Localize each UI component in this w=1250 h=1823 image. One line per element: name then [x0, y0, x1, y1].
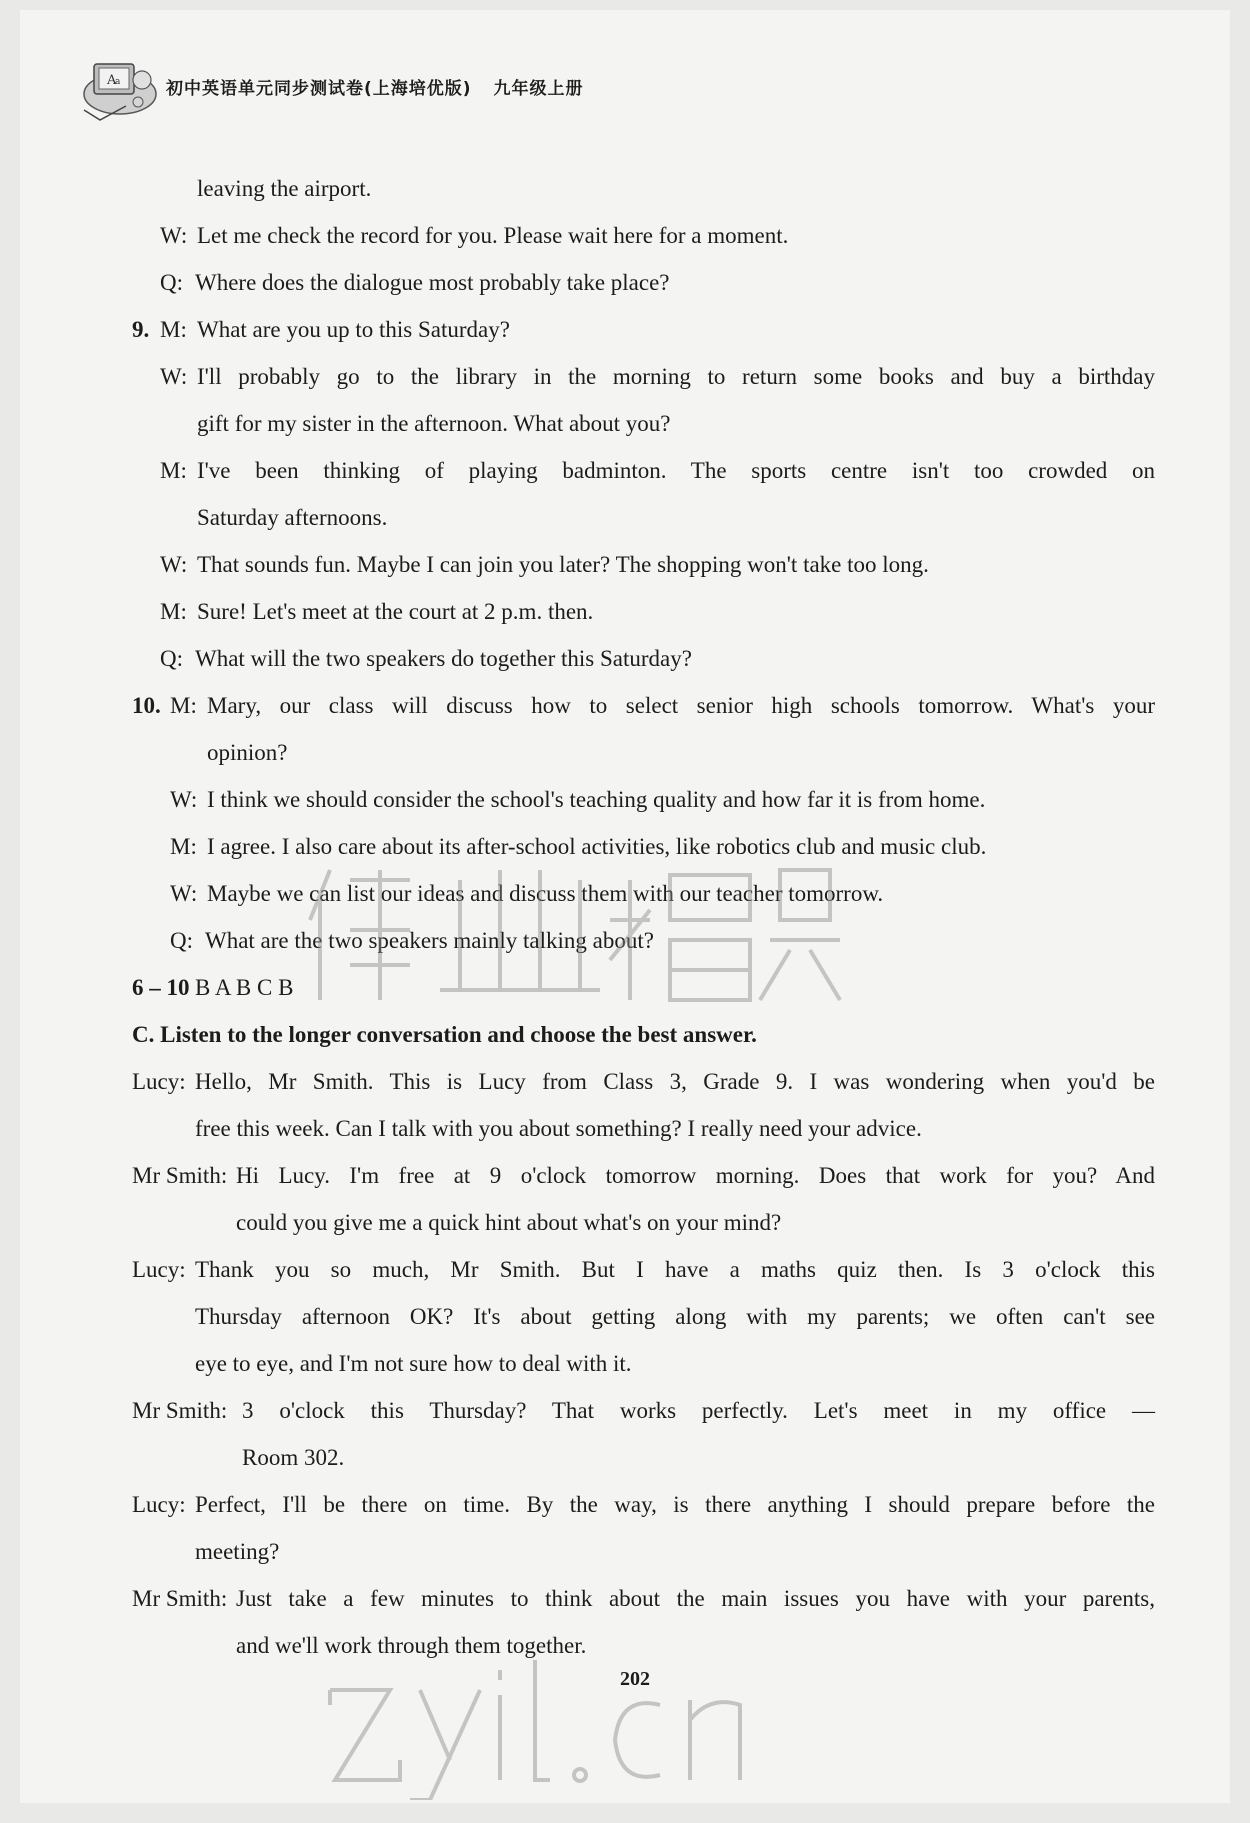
- text: Sure! Let's meet at the court at 2 p.m. then.: [197, 599, 594, 624]
- text: 3 o'clock this Thursday? That works perfectly. Let's meet in my office —: [242, 1398, 1155, 1423]
- speaker: Q:: [160, 646, 183, 671]
- text: Maybe we can list our ideas and discuss them with our teacher tomorrow.: [207, 881, 884, 906]
- speaker: M:: [170, 693, 197, 718]
- text-line: [20, 1622, 1230, 1669]
- speaker: Lucy:: [132, 1257, 186, 1282]
- dialogue-line: [20, 541, 1230, 588]
- book-grade: 九年级上册: [493, 78, 584, 99]
- svg-text:a: a: [115, 77, 121, 87]
- answer-key: B A B C B: [195, 975, 294, 1000]
- speaker: Q:: [160, 270, 183, 295]
- document-page: [20, 10, 1230, 1803]
- text: What will the two speakers do together this Saturday?: [195, 646, 692, 671]
- svg-text:A: A: [107, 73, 117, 88]
- speaker: W:: [170, 881, 198, 906]
- speaker: W:: [160, 552, 188, 577]
- text: I agree. I also care about its after-school activities, like robotics club and music club.: [207, 834, 987, 859]
- text: Room 302.: [242, 1445, 345, 1470]
- speaker: Q:: [170, 928, 193, 953]
- dialogue-line: [20, 1575, 1230, 1622]
- text: could you give me a quick hint about what's on your mind?: [236, 1210, 782, 1235]
- speaker: Lucy:: [132, 1069, 186, 1094]
- text: Saturday afternoons.: [197, 505, 388, 530]
- text: Thank you so much, Mr Smith. But I have a maths quiz then. Is 3 o'clock this: [195, 1257, 1155, 1282]
- dialogue-line: [20, 917, 1230, 964]
- question-number: 10.: [132, 693, 161, 718]
- text-line: [20, 400, 1230, 447]
- text: Thursday afternoon OK? It's about getting along with my parents; we often can't see: [195, 1304, 1155, 1329]
- text: I'll probably go to the library in the morning to return some books and buy a birthday: [197, 364, 1155, 389]
- dialogue-line: [20, 682, 1230, 729]
- dialogue-line: [20, 635, 1230, 682]
- dialogue-line: [20, 1246, 1230, 1293]
- text: Perfect, I'll be there on time. By the way, is there anything I should prepare before the: [195, 1492, 1155, 1517]
- text: Just take a few minutes to think about the main issues you have with your parents,: [236, 1586, 1155, 1611]
- text: What are the two speakers mainly talking about?: [205, 928, 654, 953]
- text: Let me check the record for you. Please wait here for a moment.: [197, 223, 789, 248]
- section-heading-line: [20, 1011, 1230, 1058]
- speaker: W:: [160, 223, 188, 248]
- text: opinion?: [207, 740, 288, 765]
- text-line: [20, 729, 1230, 776]
- section-title: C. Listen to the longer conversation and choose the best answer.: [132, 1022, 757, 1047]
- text-line: [20, 1434, 1230, 1481]
- dialogue-line: [20, 1481, 1230, 1528]
- text: Where does the dialogue most probably take place?: [195, 270, 670, 295]
- book-title: 初中英语单元同步测试卷(上海培优版): [166, 78, 472, 99]
- text: free this week. Can I talk with you about something? I really need your advice.: [195, 1116, 922, 1141]
- text: I've been thinking of playing badminton. The sports centre isn't too crowded on: [197, 458, 1155, 483]
- text-line: [20, 1199, 1230, 1246]
- speaker: W:: [170, 787, 198, 812]
- text: and we'll work through them together.: [236, 1633, 587, 1658]
- speaker: M:: [160, 599, 187, 624]
- dialogue-line: [20, 1152, 1230, 1199]
- zyil-cn-watermark-icon: [320, 1650, 820, 1800]
- text: leaving the airport.: [197, 176, 372, 201]
- dialogue-line: [20, 259, 1230, 306]
- answer-range: 6 – 10: [132, 975, 190, 1000]
- speaker: M:: [160, 317, 187, 342]
- dialogue-line: [20, 1387, 1230, 1434]
- text: Hi Lucy. I'm free at 9 o'clock tomorrow morning. Does that work for you? And: [236, 1163, 1155, 1188]
- dialogue-line: [20, 306, 1230, 353]
- question-number: 9.: [132, 317, 150, 342]
- text: meeting?: [195, 1539, 280, 1564]
- text: eye to eye, and I'm not sure how to deal with it.: [195, 1351, 632, 1376]
- dialogue-line: [20, 776, 1230, 823]
- dialogue-line: [20, 447, 1230, 494]
- speaker: Mr Smith:: [132, 1398, 228, 1423]
- page-header: [80, 50, 584, 122]
- text: Mary, our class will discuss how to select senior high schools tomorrow. What's your: [207, 693, 1155, 718]
- speaker: W:: [160, 364, 188, 389]
- text-line: [20, 494, 1230, 541]
- speaker: M:: [170, 834, 197, 859]
- answer-line: [20, 964, 1230, 1011]
- speaker: M:: [160, 458, 187, 483]
- text: Hello, Mr Smith. This is Lucy from Class 3, Grade 9. I was wondering when you'd be: [195, 1069, 1155, 1094]
- text-line: [20, 1293, 1230, 1340]
- text: What are you up to this Saturday?: [197, 317, 510, 342]
- speaker: Mr Smith:: [132, 1586, 228, 1611]
- text: gift for my sister in the afternoon. What about you?: [197, 411, 671, 436]
- text-line: [20, 1340, 1230, 1387]
- text-line: [20, 1528, 1230, 1575]
- dialogue-line: [20, 212, 1230, 259]
- speaker: Lucy:: [132, 1492, 186, 1517]
- dialogue-line: [20, 870, 1230, 917]
- text: I think we should consider the school's teaching quality and how far it is from home.: [207, 787, 986, 812]
- text: That sounds fun. Maybe I can join you later? The shopping won't take too long.: [197, 552, 929, 577]
- page-content: [20, 165, 1230, 1669]
- text-line: [20, 165, 1230, 212]
- book-and-computer-icon: [80, 50, 166, 122]
- text-line: [20, 1105, 1230, 1152]
- dialogue-line: [20, 823, 1230, 870]
- dialogue-line: [20, 353, 1230, 400]
- dialogue-line: [20, 1058, 1230, 1105]
- page-number: 202: [620, 1668, 650, 1690]
- dialogue-line: [20, 588, 1230, 635]
- speaker: Mr Smith:: [132, 1163, 228, 1188]
